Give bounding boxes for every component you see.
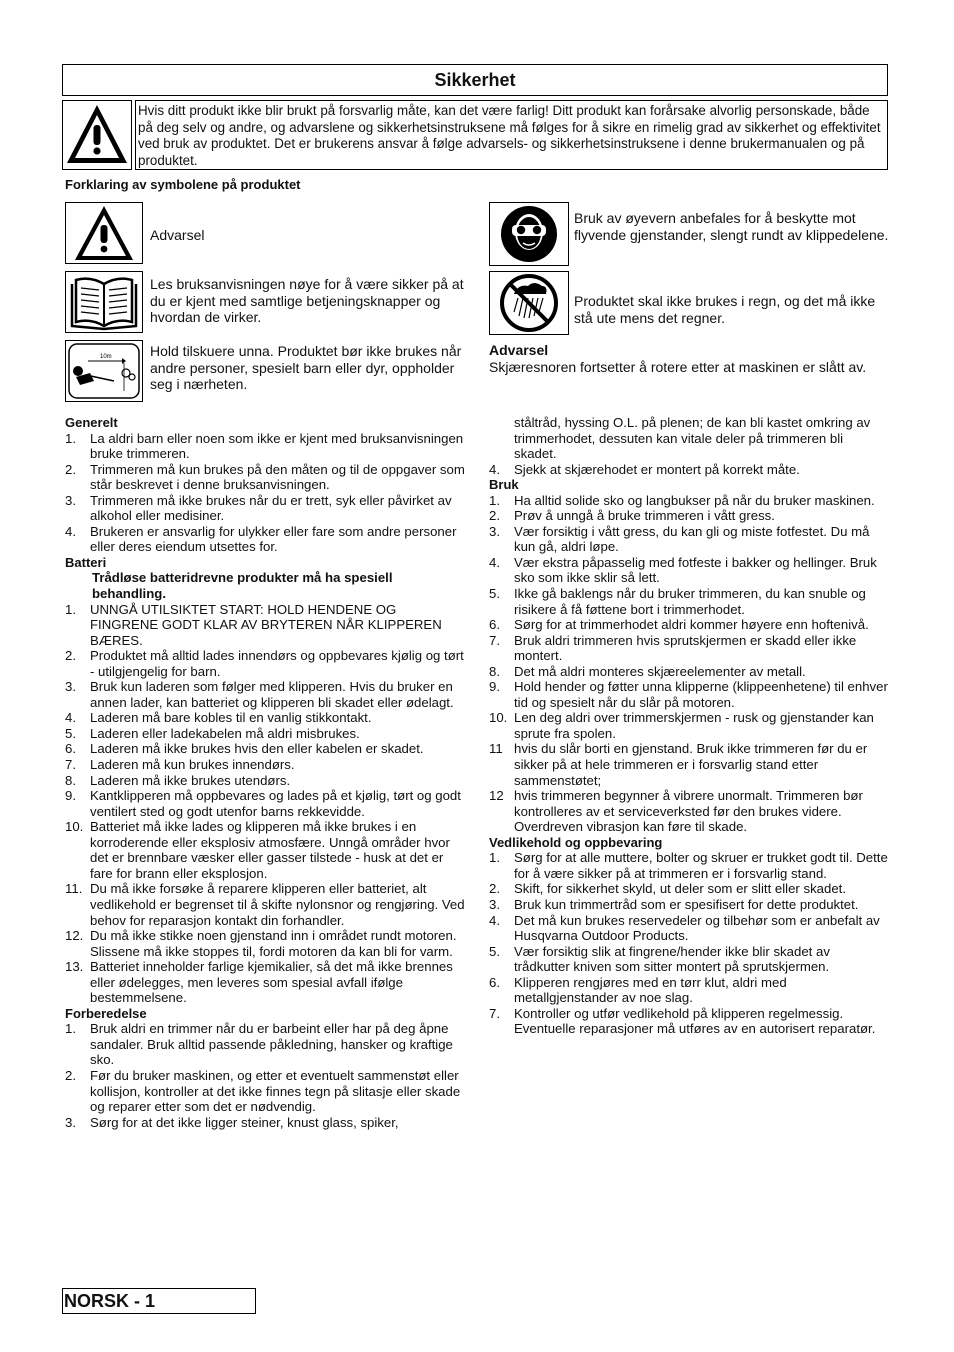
bruk-list bbox=[489, 493, 889, 835]
list-item bbox=[65, 431, 465, 462]
list-item-number: 3. bbox=[65, 1114, 76, 1130]
list-item bbox=[489, 944, 889, 975]
list-item-text: Laderen må ikke brukes utendørs. bbox=[90, 772, 291, 788]
list-item bbox=[489, 975, 889, 1006]
list-item-number: 2. bbox=[65, 648, 76, 664]
list-item bbox=[65, 602, 465, 649]
list-item-text: Ha alltid solide sko og langbukser på når du bruker maskinen. bbox=[514, 492, 875, 508]
list-item bbox=[489, 524, 889, 555]
list-item-number: 11 bbox=[489, 741, 503, 757]
list-item-text: La aldri barn eller noen som ikke er kjent med bruksanvisningen bruke trimmeren. bbox=[90, 430, 464, 462]
list-item bbox=[65, 773, 465, 789]
list-item bbox=[489, 1006, 889, 1037]
list-item-number: 8. bbox=[489, 663, 500, 679]
list-item-number: 4. bbox=[489, 554, 500, 570]
list-item bbox=[489, 679, 889, 710]
list-item-text: Klipperen rengjøres med en tørr klut, aldri med metallgjenstander av noe slag. bbox=[514, 974, 787, 1006]
list-item-number: 2. bbox=[489, 508, 500, 524]
list-item bbox=[65, 757, 465, 773]
list-item bbox=[65, 1021, 465, 1068]
list-item bbox=[489, 913, 889, 944]
right-column bbox=[489, 415, 889, 1037]
list-item-number: 4. bbox=[489, 461, 500, 477]
list-item bbox=[65, 819, 465, 881]
list-item bbox=[65, 928, 465, 959]
list-item-number: 5. bbox=[65, 725, 76, 741]
list-item-number: 2. bbox=[489, 881, 500, 897]
list-item-number: 7. bbox=[489, 632, 500, 648]
list-item bbox=[489, 586, 889, 617]
warning-triangle-icon bbox=[66, 203, 142, 263]
left-column bbox=[65, 415, 465, 1130]
list-item-number: 4. bbox=[65, 710, 76, 726]
list-item-number: 4. bbox=[65, 523, 76, 539]
list-item bbox=[65, 1068, 465, 1115]
advarsel-text: Skjæresnoren fortsetter å rotere etter at maskinen er slått av. bbox=[489, 359, 867, 375]
list-item-number: 3. bbox=[489, 896, 500, 912]
list-item-number: 3. bbox=[65, 492, 76, 508]
list-item-text: Brukeren er ansvarlig for ulykker eller fare som andre personer eller deres eiendum utsettes for. bbox=[90, 523, 457, 555]
list-item-text: UNNGÅ UTILSIKTET START: HOLD HENDENE OG FINGRENE GODT KLAR AV BRYTEREN NÅR KLIPPEREN BÆRES. bbox=[90, 601, 442, 648]
list-item bbox=[65, 679, 465, 710]
list-item-number: 13. bbox=[65, 959, 84, 975]
list-item-number: 10. bbox=[489, 710, 508, 726]
symbol-book-box bbox=[65, 271, 143, 333]
list-item-number: 6. bbox=[489, 974, 500, 990]
list-item-text: Du må ikke stikke noen gjenstand inn i området rundt motoren. Slissene må ikke stoppes til, fordi motoren da kan bli for varm. bbox=[90, 928, 457, 959]
list-item-number: 2. bbox=[65, 1067, 76, 1083]
list-item-text: Bruk aldri trimmeren hvis sprutskjermen er skadd eller ikke montert. bbox=[514, 632, 857, 664]
symbol-book-text: Les bruksanvisningen nøye for å være sikker på at du er kjent med samtlige betjeningsknapper og hvordan de virker. bbox=[150, 276, 464, 326]
list-item-text: Sjekk at skjærehodet er montert på korrekt måte. bbox=[514, 461, 800, 477]
list-item-number: 1. bbox=[65, 430, 76, 446]
symbol-warning-text: Advarsel bbox=[150, 227, 205, 243]
list-item-text: Du må ikke forsøke å reparere klipperen eller batteriet, alt vedlikehold er begrenset til å skifte nylonsnor og rengjøring. Ved behov for reparasjon kontakt din forhandler. bbox=[90, 881, 465, 928]
list-item bbox=[65, 1115, 465, 1131]
vedlikehold-list bbox=[489, 850, 889, 1037]
symbol-no-rain-box bbox=[489, 271, 569, 335]
list-item bbox=[489, 850, 889, 881]
list-item-text: Len deg aldri over trimmerskjermen - rusk og gjenstander kan sprute fra spolen. bbox=[514, 710, 874, 741]
generelt-list bbox=[65, 431, 465, 555]
list-item bbox=[489, 664, 889, 680]
list-item bbox=[489, 633, 889, 664]
open-book-icon bbox=[66, 272, 142, 332]
warning-triangle-icon bbox=[63, 101, 131, 169]
forberedelse-heading: Forberedelse bbox=[65, 1005, 147, 1021]
symbol-eye-protection-box bbox=[489, 202, 569, 266]
list-item bbox=[489, 493, 889, 509]
list-item-number: 12 bbox=[489, 788, 504, 804]
list-item-text: hvis du slår borti en gjenstand. Bruk ikke trimmeren før du er sikker på at hele trimmeren er i forsvarlig stand etter sammenstøtet; bbox=[514, 741, 868, 788]
symbol-bystanders-text: Hold tilskuere unna. Produktet bør ikke brukes når andre personer, spesielt barn eller dyr, oppholder seg i nærheten. bbox=[150, 343, 462, 393]
list-item bbox=[489, 710, 889, 741]
list-item-number: 11. bbox=[65, 881, 83, 897]
symbols-heading: Forklaring av symbolene på produktet bbox=[65, 177, 301, 192]
page-footer: NORSK - 1 bbox=[62, 1288, 256, 1314]
symbol-bystanders-box bbox=[65, 340, 143, 402]
list-item-text: Sørg for at det ikke ligger steiner, knust glass, spiker, bbox=[90, 1114, 399, 1130]
batteri-subheading: Trådløse batteridrevne produkter må ha spesiell behandling. bbox=[92, 570, 393, 602]
list-item-number: 9. bbox=[489, 679, 500, 695]
forberedelse-continuation: ståltråd, hyssing O.L. på plenen; de kan bli kastet omkring av trimmerhodet, dessuten kan vitale deler på trimmeren bli skadet. bbox=[514, 415, 871, 462]
vedlikehold-heading: Vedlikehold og oppbevaring bbox=[489, 834, 663, 850]
list-item-number: 1. bbox=[65, 1021, 76, 1037]
list-item-text: Hold hender og føtter unna klipperne (klippeenhetene) til enhver tid og spesielt når du slår på motoren. bbox=[514, 679, 888, 710]
list-item-number: 1. bbox=[65, 601, 76, 617]
list-item-text: Vær ekstra påpasselig med fotfeste i bakker og hellinger. Bruk sko som ikke sklir så lett. bbox=[514, 554, 877, 586]
list-item-number: 4. bbox=[489, 912, 500, 928]
intro-warning-text: Hvis ditt produkt ikke blir brukt på forsvarlig måte, kan det være farlig! Ditt produkt kan forårsake alvorlig personskade, både på deg selv og andre, og advarslene og sikkerhetsinstruksene må følges for å sikre en rimelig grad av sikkerhet og effektivitet ved bruk av produktet. Det er brukerens ansvar å følge advarsels- og sikkerhetsinstruksene i denne brukermanualen og på produktet. bbox=[135, 100, 888, 170]
symbol-no-rain-text: Produktet skal ikke brukes i regn, og det må ikke stå ute mens det regner. bbox=[574, 293, 876, 326]
list-item bbox=[65, 726, 465, 742]
list-item bbox=[489, 881, 889, 897]
list-item bbox=[489, 462, 889, 478]
list-item-text: Det må kun brukes reservedeler og tilbehør som er anbefalt av Husqvarna Outdoor Products. bbox=[514, 912, 880, 944]
list-item bbox=[65, 710, 465, 726]
bruk-heading: Bruk bbox=[489, 477, 519, 493]
list-item-text: Det må aldri monteres skjæreelementer av metall. bbox=[514, 663, 806, 679]
no-rain-icon bbox=[490, 272, 568, 334]
list-item bbox=[65, 959, 465, 1006]
list-item bbox=[489, 508, 889, 524]
list-item-text: hvis trimmeren begynner å vibrere unormalt. Trimmeren bør kontrolleres av et serviceverksted før den brukes videre. Overdreven vibrasjon kan føre til skade. bbox=[514, 788, 863, 835]
list-item-number: 2. bbox=[65, 461, 76, 477]
list-item-number: 10. bbox=[65, 819, 84, 835]
forberedelse-list bbox=[65, 1021, 465, 1130]
list-item bbox=[65, 788, 465, 819]
list-item bbox=[65, 881, 465, 928]
batteri-list bbox=[65, 602, 465, 1006]
list-item-text: Vær forsiktig slik at fingrene/hender ikke blir skadet av trådkutter kniven som sitter montert på sprutskjermen. bbox=[514, 943, 830, 975]
list-item bbox=[65, 648, 465, 679]
list-item-text: Bruk kun trimmertråd som er spesifisert for dette produktet. bbox=[514, 896, 859, 912]
list-item bbox=[65, 524, 465, 555]
list-item-text: Skift, for sikkerhet skyld, ut deler som er slitt eller skadet. bbox=[514, 881, 846, 897]
list-item bbox=[489, 897, 889, 913]
list-item-number: 12. bbox=[65, 928, 84, 944]
list-item-text: Trimmeren må ikke brukes når du er trett, syk eller påvirket av alkohol eller medisiner. bbox=[90, 492, 452, 524]
batteri-heading: Batteri bbox=[65, 554, 107, 570]
advarsel-heading: Advarsel bbox=[489, 342, 549, 358]
list-item-text: Laderen må ikke brukes hvis den eller kabelen er skadet. bbox=[90, 741, 424, 757]
list-item-text: Bruk aldri en trimmer når du er barbeint eller har på deg åpne sandaler. Bruk alltid passende påkledning, hansker og kraftige sko. bbox=[90, 1021, 453, 1068]
list-item-number: 9. bbox=[65, 788, 76, 804]
list-item-number: 1. bbox=[489, 850, 500, 866]
list-item-number: 1. bbox=[489, 492, 500, 508]
list-item-text: Trimmeren må kun brukes på den måten og til de oppgaver som står beskrevet i denne bruksanvisningen. bbox=[90, 461, 465, 493]
list-item-text: Laderen eller ladekabelen må aldri misbrukes. bbox=[90, 725, 360, 741]
list-item-number: 3. bbox=[65, 679, 76, 695]
list-item-number: 7. bbox=[489, 1005, 500, 1021]
distance-label: 10m bbox=[100, 354, 112, 360]
list-item-text: Prøv å unngå å bruke trimmeren i vått gress. bbox=[514, 508, 775, 524]
keep-bystanders-away-icon bbox=[66, 341, 142, 401]
list-item-number: 6. bbox=[65, 741, 76, 757]
eye-protection-icon bbox=[490, 203, 568, 265]
symbol-warning-box bbox=[65, 202, 143, 264]
list-item-text: Laderen må bare kobles til en vanlig stikkontakt. bbox=[90, 710, 372, 726]
list-item-text: Kantklipperen må oppbevares og lades på et kjølig, tørt og godt ventilert sted og godt utenfor barns rekkevidde. bbox=[90, 788, 461, 819]
list-item-number: 7. bbox=[65, 757, 76, 773]
list-item bbox=[65, 462, 465, 493]
list-item bbox=[489, 617, 889, 633]
list-item-text: Kontroller og utfør vedlikehold på klipperen regelmessig. Eventuelle reparasjoner må utføres av en autorisert reparatør. bbox=[514, 1005, 876, 1037]
list-item-number: 8. bbox=[65, 772, 76, 788]
list-item-text: Batteriet må ikke lades og klipperen må ikke brukes i en korroderende eller eksplosiv atmosfære. Unngå områder hvor det er brennbare væsker eller gasser tilstede - husk at det er fare for brann eller eksplosjon. bbox=[90, 819, 450, 881]
list-item bbox=[489, 788, 889, 835]
list-item-text: Bruk kun laderen som følger med klipperen. Hvis du bruker en annen lader, kan batteriet og klipperen bli skadet eller ødelagt. bbox=[90, 679, 454, 710]
list-item bbox=[65, 493, 465, 524]
list-item bbox=[65, 741, 465, 757]
list-item-text: Vær forsiktig i vått gress, du kan gli og miste fotfestet. Du må kun gå, aldri løpe. bbox=[514, 523, 870, 555]
list-item-number: 3. bbox=[489, 523, 500, 539]
list-item bbox=[489, 555, 889, 586]
list-item bbox=[489, 741, 889, 788]
page-title: Sikkerhet bbox=[62, 64, 888, 96]
list-item-text: Før du bruker maskinen, og etter et eventuelt sammenstøt eller kollisjon, kontroller at det ikke finnes tegn på slitasje eller skade og reparer etter som det er nødvendig. bbox=[90, 1067, 461, 1115]
list-item-number: 5. bbox=[489, 586, 500, 602]
list-item-text: Sørg for at alle muttere, bolter og skruer er trukket godt til. Dette for å være sikker på at trimmeren er i forsvarlig stand. bbox=[514, 850, 888, 881]
list-item-number: 6. bbox=[489, 617, 500, 633]
list-item-text: Laderen må kun brukes innendørs. bbox=[90, 757, 295, 773]
list-item-text: Ikke gå baklengs når du bruker trimmeren, du kan snuble og risikere å få føttene bort i trimmerhodet. bbox=[514, 586, 866, 617]
list-item-text: Sørg for at trimmerhodet aldri kommer høyere enn hoftenivå. bbox=[514, 617, 869, 633]
list-item-number: 5. bbox=[489, 943, 500, 959]
generelt-heading: Generelt bbox=[65, 415, 118, 430]
list-item-text: Batteriet inneholder farlige kjemikalier, så det må ikke brennes eller ødelegges, men leveres som spesial avfall ifølge bestemmelsene. bbox=[90, 959, 453, 1006]
symbol-eye-protection-text: Bruk av øyevern anbefales for å beskytte mot flyvende gjenstander, slengt rundt av klippedelene. bbox=[574, 210, 889, 243]
intro-warning-icon-box bbox=[62, 100, 132, 170]
list-item-text: Produktet må alltid lades innendørs og oppbevares kjølig og tørt - utilgjengelig for barn. bbox=[90, 648, 464, 679]
